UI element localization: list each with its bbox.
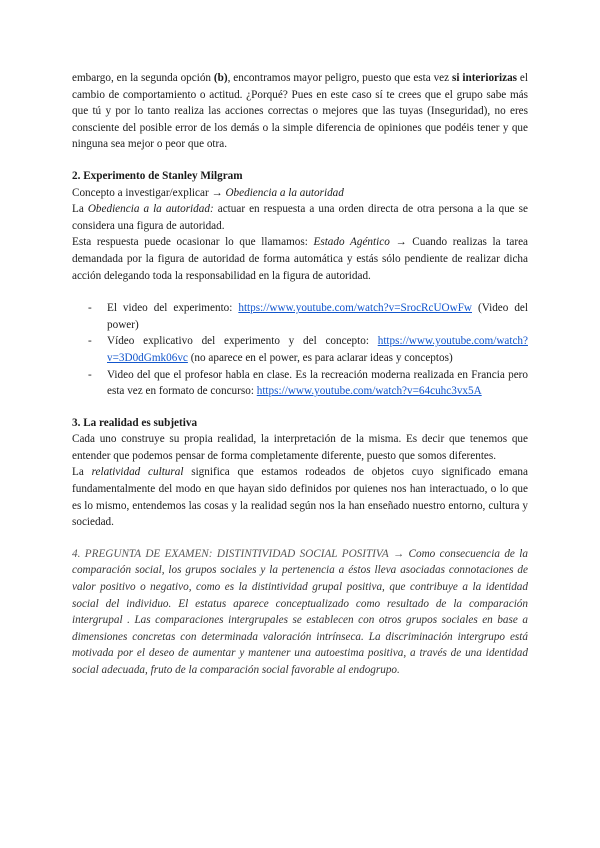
document-page — [72, 70, 528, 679]
video-link-1[interactable]: https://www.youtube.com/watch?v=SrocRcUOwFw — [238, 302, 472, 315]
list-item-text: Vídeo explicativo del experimento y del concepto: — [107, 335, 378, 348]
list-item-text: El video del experimento: — [107, 302, 239, 315]
list-item — [72, 333, 528, 366]
intro-bold-interiorizas: si interiorizas — [452, 72, 518, 84]
concept-italic: Obediencia a la autoridad — [225, 186, 344, 199]
concept-prefix: Concepto a investigar/explicar → — [72, 186, 226, 199]
list-item-text: Video del que el profesor habla en clase. Es la recreación moderna realizada en Francia pero esta vez en formato de concurso: — [107, 368, 528, 398]
bullet-dash: - — [88, 302, 92, 315]
relativity-italic: relatividad cultural — [91, 466, 184, 479]
section-4-exam-question — [72, 546, 528, 679]
section-3-heading: 3. La realidad es subjetiva — [72, 416, 198, 429]
definition-italic: Obediencia a la autoridad: — [87, 203, 214, 216]
paragraph-intro — [72, 70, 528, 153]
section-3-paragraph-1: Cada uno construye su propia realidad, la interpretación de la misma. Es decir que tenemos que entender que podemos pensar de forma completamente diferente, puesto que somos diferentes. — [72, 433, 528, 462]
response-italic: Estado Agéntico — [313, 236, 390, 249]
video-list — [72, 300, 528, 400]
list-item-note: (Video del power) — [107, 302, 528, 331]
section-4-heading: 4. PREGUNTA DE EXAMEN: DISTINTIVIDAD SOCIAL POSITIVA → — [72, 547, 409, 560]
section-2-concept — [72, 185, 528, 202]
section-3-paragraph-2 — [72, 464, 528, 530]
relativity-rest: significa que estamos rodeados de objetos cuyo significado emana fundamentalmente del modo en que hayan sido definidos por quienes nos han interactuado, o lo que es lo mismo, entendemos las cosas y la realidad según nos la han enseñado nuestro entorno, cultura y sociedad. — [72, 466, 528, 529]
list-item-note: (no aparece en el power, es para aclarar ideas y conceptos) — [187, 351, 453, 364]
section-2-response — [72, 234, 528, 284]
video-link-3[interactable]: https://www.youtube.com/watch?v=64cuhc3vx5A — [256, 385, 482, 398]
intro-text-3: el cambio de comportamiento o actitud. ¿Porqué? Pues en este caso sí te crees que el grupo sabe más que tú y por lo tanto realiza las acciones correctas o mejores que las tuyas (Inseguridad), no eres consciente del posible error de los demás o la simple diferencia de opiniones que podéis tener y que ninguna sea mejor o peor que otra. — [72, 72, 529, 151]
list-item — [72, 300, 528, 333]
relativity-prefix: La — [72, 466, 92, 479]
list-item — [72, 367, 528, 400]
bullet-dash: - — [88, 335, 92, 348]
definition-rest: actuar en respuesta a una orden directa de otra persona a la que se considera una figura de autoridad. — [72, 203, 528, 232]
definition-prefix: La — [72, 203, 88, 216]
video-link-2[interactable]: https://www.youtube.com/watch?v=3D0dGmk06vc — [107, 335, 528, 364]
intro-option-b: (b) — [213, 72, 228, 84]
intro-text-2: , encontramos mayor peligro, puesto que esta vez — [227, 72, 453, 84]
section-2-definition — [72, 201, 528, 234]
bullet-dash: - — [88, 368, 92, 381]
response-rest: → Cuando realizas la tarea demandada por la figura de autoridad de forma automática y estás sólo pendiente de realizar dicha acción delegando toda la responsabilidad en la figura de autoridad. — [72, 236, 529, 282]
response-prefix: Esta respuesta puede ocasionar lo que llamamos: — [72, 236, 314, 249]
section-4-body: Como consecuencia de la comparación social, los grupos sociales y la pertenencia a éstos lleva asociadas connotaciones de valor positivo o negativo, como es la distintividad grupal positiva, que contribuye a la identidad social del individuo. El estatus aparece conceptualizado como resultado de la comparación intergrupal . Las comparaciones intergrupales se establecen con otros grupos sociales en base a dimensiones concretas con determinada valoración intrínseca. La discriminación intergrupo está motivada por el deseo de aumentar y mantener una autoestima positiva, a través de una identidad social adecuada, fruto de la comparación social favorable al endogrupo. — [72, 547, 529, 676]
section-2-heading: 2. Experimento de Stanley Milgram — [72, 169, 243, 182]
intro-text-1: embargo, en la segunda opción — [72, 72, 214, 84]
